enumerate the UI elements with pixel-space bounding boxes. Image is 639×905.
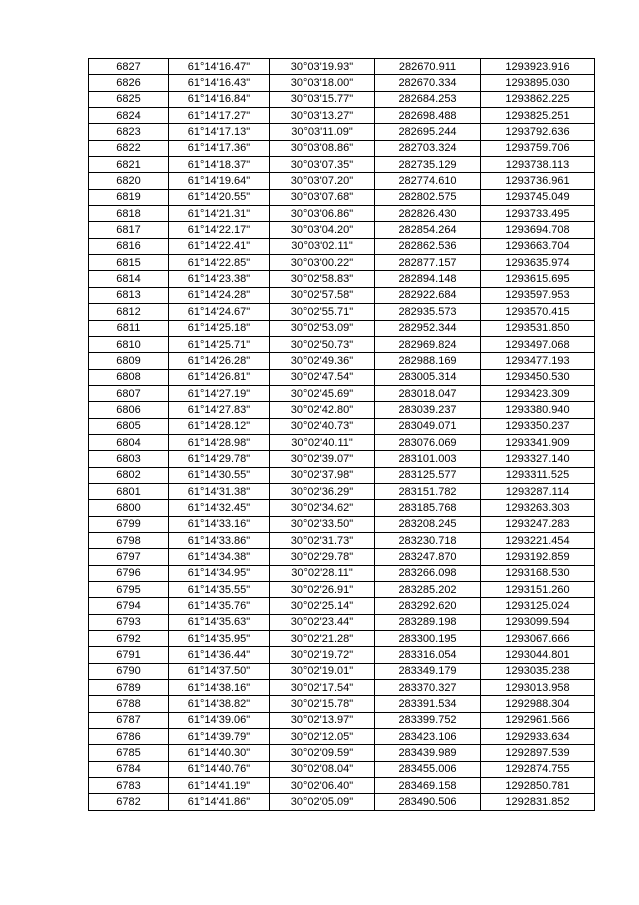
- y-coordinate-cell: 1293792.636: [481, 124, 595, 140]
- table-row: [89, 206, 595, 222]
- y-coordinate-cell: 1293192.859: [481, 549, 595, 565]
- table-row: [89, 451, 595, 467]
- latitude-cell: 61°14'37.50": [169, 663, 270, 679]
- y-coordinate-cell: 1293099.594: [481, 614, 595, 630]
- latitude-cell: 61°14'36.44": [169, 647, 270, 663]
- longitude-cell: 30°02'12.05": [270, 729, 375, 745]
- table-row: [89, 173, 595, 189]
- point-number-cell: 6806: [89, 402, 169, 418]
- y-coordinate-cell: 1293327.140: [481, 451, 595, 467]
- x-coordinate-cell: 282894.148: [375, 271, 481, 287]
- table-row: [89, 598, 595, 614]
- x-coordinate-cell: 282703.324: [375, 140, 481, 156]
- x-coordinate-cell: 283285.202: [375, 582, 481, 598]
- x-coordinate-cell: 283005.314: [375, 369, 481, 385]
- y-coordinate-cell: 1293694.708: [481, 222, 595, 238]
- point-number-cell: 6796: [89, 565, 169, 581]
- point-number-cell: 6815: [89, 255, 169, 271]
- coordinates-table-body: [89, 59, 595, 811]
- x-coordinate-cell: 283423.106: [375, 729, 481, 745]
- x-coordinate-cell: 283300.195: [375, 631, 481, 647]
- y-coordinate-cell: 1293597.953: [481, 287, 595, 303]
- longitude-cell: 30°02'21.28": [270, 631, 375, 647]
- point-number-cell: 6798: [89, 532, 169, 548]
- table-row: [89, 108, 595, 124]
- point-number-cell: 6788: [89, 696, 169, 712]
- longitude-cell: 30°03'19.93": [270, 59, 375, 75]
- latitude-cell: 61°14'17.27": [169, 108, 270, 124]
- table-row: [89, 402, 595, 418]
- latitude-cell: 61°14'40.76": [169, 761, 270, 777]
- point-number-cell: 6813: [89, 287, 169, 303]
- y-coordinate-cell: 1292988.304: [481, 696, 595, 712]
- table-row: [89, 271, 595, 287]
- y-coordinate-cell: 1293923.916: [481, 59, 595, 75]
- table-row: [89, 565, 595, 581]
- latitude-cell: 61°14'17.13": [169, 124, 270, 140]
- coordinates-table: [88, 58, 595, 811]
- point-number-cell: 6805: [89, 418, 169, 434]
- x-coordinate-cell: 282969.824: [375, 336, 481, 352]
- y-coordinate-cell: 1293663.704: [481, 238, 595, 254]
- y-coordinate-cell: 1292961.566: [481, 712, 595, 728]
- x-coordinate-cell: 282854.264: [375, 222, 481, 238]
- longitude-cell: 30°02'53.09": [270, 320, 375, 336]
- y-coordinate-cell: 1293350.237: [481, 418, 595, 434]
- longitude-cell: 30°02'55.71": [270, 304, 375, 320]
- longitude-cell: 30°02'31.73": [270, 532, 375, 548]
- point-number-cell: 6827: [89, 59, 169, 75]
- latitude-cell: 61°14'40.30": [169, 745, 270, 761]
- y-coordinate-cell: 1293035.238: [481, 663, 595, 679]
- latitude-cell: 61°14'26.81": [169, 369, 270, 385]
- latitude-cell: 61°14'21.31": [169, 206, 270, 222]
- longitude-cell: 30°02'42.80": [270, 402, 375, 418]
- table-row: [89, 712, 595, 728]
- latitude-cell: 61°14'26.28": [169, 353, 270, 369]
- longitude-cell: 30°03'13.27": [270, 108, 375, 124]
- longitude-cell: 30°03'11.09": [270, 124, 375, 140]
- x-coordinate-cell: 283289.198: [375, 614, 481, 630]
- x-coordinate-cell: 282684.253: [375, 91, 481, 107]
- x-coordinate-cell: 282695.244: [375, 124, 481, 140]
- longitude-cell: 30°02'39.07": [270, 451, 375, 467]
- x-coordinate-cell: 282802.575: [375, 189, 481, 205]
- point-number-cell: 6785: [89, 745, 169, 761]
- point-number-cell: 6819: [89, 189, 169, 205]
- table-row: [89, 222, 595, 238]
- y-coordinate-cell: 1293067.666: [481, 631, 595, 647]
- x-coordinate-cell: 283490.506: [375, 794, 481, 810]
- y-coordinate-cell: 1292850.781: [481, 778, 595, 794]
- x-coordinate-cell: 283076.069: [375, 434, 481, 450]
- point-number-cell: 6795: [89, 582, 169, 598]
- table-row: [89, 549, 595, 565]
- y-coordinate-cell: 1293733.495: [481, 206, 595, 222]
- table-row: [89, 385, 595, 401]
- x-coordinate-cell: 283455.006: [375, 761, 481, 777]
- y-coordinate-cell: 1292874.755: [481, 761, 595, 777]
- y-coordinate-cell: 1292933.634: [481, 729, 595, 745]
- latitude-cell: 61°14'28.12": [169, 418, 270, 434]
- x-coordinate-cell: 283399.752: [375, 712, 481, 728]
- longitude-cell: 30°02'49.36": [270, 353, 375, 369]
- point-number-cell: 6793: [89, 614, 169, 630]
- table-row: [89, 75, 595, 91]
- x-coordinate-cell: 283049.071: [375, 418, 481, 434]
- table-row: [89, 663, 595, 679]
- point-number-cell: 6789: [89, 680, 169, 696]
- y-coordinate-cell: 1293745.049: [481, 189, 595, 205]
- y-coordinate-cell: 1293221.454: [481, 532, 595, 548]
- table-row: [89, 483, 595, 499]
- longitude-cell: 30°02'09.59": [270, 745, 375, 761]
- latitude-cell: 61°14'39.79": [169, 729, 270, 745]
- table-row: [89, 631, 595, 647]
- longitude-cell: 30°02'19.72": [270, 647, 375, 663]
- longitude-cell: 30°03'06.86": [270, 206, 375, 222]
- y-coordinate-cell: 1293450.530: [481, 369, 595, 385]
- x-coordinate-cell: 283469.158: [375, 778, 481, 794]
- longitude-cell: 30°02'57.58": [270, 287, 375, 303]
- y-coordinate-cell: 1293168.530: [481, 565, 595, 581]
- longitude-cell: 30°02'06.40": [270, 778, 375, 794]
- latitude-cell: 61°14'27.19": [169, 385, 270, 401]
- latitude-cell: 61°14'35.95": [169, 631, 270, 647]
- point-number-cell: 6783: [89, 778, 169, 794]
- point-number-cell: 6817: [89, 222, 169, 238]
- table-row: [89, 157, 595, 173]
- y-coordinate-cell: 1293615.695: [481, 271, 595, 287]
- x-coordinate-cell: 283151.782: [375, 483, 481, 499]
- latitude-cell: 61°14'25.18": [169, 320, 270, 336]
- longitude-cell: 30°03'04.20": [270, 222, 375, 238]
- table-row: [89, 369, 595, 385]
- longitude-cell: 30°02'26.91": [270, 582, 375, 598]
- table-row: [89, 680, 595, 696]
- x-coordinate-cell: 282826.430: [375, 206, 481, 222]
- y-coordinate-cell: 1293311.525: [481, 467, 595, 483]
- point-number-cell: 6825: [89, 91, 169, 107]
- latitude-cell: 61°14'25.71": [169, 336, 270, 352]
- y-coordinate-cell: 1293477.193: [481, 353, 595, 369]
- latitude-cell: 61°14'20.55": [169, 189, 270, 205]
- longitude-cell: 30°02'29.78": [270, 549, 375, 565]
- table-row: [89, 778, 595, 794]
- point-number-cell: 6800: [89, 500, 169, 516]
- table-row: [89, 532, 595, 548]
- x-coordinate-cell: 282922.684: [375, 287, 481, 303]
- latitude-cell: 61°14'32.45": [169, 500, 270, 516]
- point-number-cell: 6799: [89, 516, 169, 532]
- y-coordinate-cell: 1293825.251: [481, 108, 595, 124]
- table-row: [89, 516, 595, 532]
- x-coordinate-cell: 282735.129: [375, 157, 481, 173]
- y-coordinate-cell: 1293341.909: [481, 434, 595, 450]
- point-number-cell: 6816: [89, 238, 169, 254]
- y-coordinate-cell: 1293151.260: [481, 582, 595, 598]
- latitude-cell: 61°14'35.55": [169, 582, 270, 598]
- point-number-cell: 6797: [89, 549, 169, 565]
- point-number-cell: 6794: [89, 598, 169, 614]
- point-number-cell: 6804: [89, 434, 169, 450]
- x-coordinate-cell: 283316.054: [375, 647, 481, 663]
- table-row: [89, 582, 595, 598]
- latitude-cell: 61°14'17.36": [169, 140, 270, 156]
- longitude-cell: 30°02'58.83": [270, 271, 375, 287]
- x-coordinate-cell: 283018.047: [375, 385, 481, 401]
- point-number-cell: 6822: [89, 140, 169, 156]
- x-coordinate-cell: 283185.768: [375, 500, 481, 516]
- longitude-cell: 30°02'25.14": [270, 598, 375, 614]
- longitude-cell: 30°02'50.73": [270, 336, 375, 352]
- point-number-cell: 6787: [89, 712, 169, 728]
- longitude-cell: 30°02'37.98": [270, 467, 375, 483]
- y-coordinate-cell: 1293380.940: [481, 402, 595, 418]
- latitude-cell: 61°14'34.38": [169, 549, 270, 565]
- x-coordinate-cell: 283266.098: [375, 565, 481, 581]
- x-coordinate-cell: 282988.169: [375, 353, 481, 369]
- latitude-cell: 61°14'28.98": [169, 434, 270, 450]
- point-number-cell: 6810: [89, 336, 169, 352]
- longitude-cell: 30°03'08.86": [270, 140, 375, 156]
- x-coordinate-cell: 283208.245: [375, 516, 481, 532]
- longitude-cell: 30°02'28.11": [270, 565, 375, 581]
- point-number-cell: 6792: [89, 631, 169, 647]
- y-coordinate-cell: 1293895.030: [481, 75, 595, 91]
- table-row: [89, 304, 595, 320]
- latitude-cell: 61°14'31.38": [169, 483, 270, 499]
- point-number-cell: 6791: [89, 647, 169, 663]
- y-coordinate-cell: 1293531.850: [481, 320, 595, 336]
- latitude-cell: 61°14'33.16": [169, 516, 270, 532]
- point-number-cell: 6823: [89, 124, 169, 140]
- x-coordinate-cell: 282935.573: [375, 304, 481, 320]
- point-number-cell: 6809: [89, 353, 169, 369]
- longitude-cell: 30°02'23.44": [270, 614, 375, 630]
- x-coordinate-cell: 283039.237: [375, 402, 481, 418]
- latitude-cell: 61°14'33.86": [169, 532, 270, 548]
- table-row: [89, 124, 595, 140]
- table-row: [89, 696, 595, 712]
- y-coordinate-cell: 1293013.958: [481, 680, 595, 696]
- x-coordinate-cell: 283247.870: [375, 549, 481, 565]
- latitude-cell: 61°14'16.84": [169, 91, 270, 107]
- y-coordinate-cell: 1293759.706: [481, 140, 595, 156]
- latitude-cell: 61°14'22.17": [169, 222, 270, 238]
- point-number-cell: 6824: [89, 108, 169, 124]
- latitude-cell: 61°14'19.64": [169, 173, 270, 189]
- longitude-cell: 30°03'07.68": [270, 189, 375, 205]
- x-coordinate-cell: 282670.911: [375, 59, 481, 75]
- table-row: [89, 794, 595, 810]
- point-number-cell: 6790: [89, 663, 169, 679]
- x-coordinate-cell: 283349.179: [375, 663, 481, 679]
- latitude-cell: 61°14'30.55": [169, 467, 270, 483]
- y-coordinate-cell: 1293125.024: [481, 598, 595, 614]
- y-coordinate-cell: 1293247.283: [481, 516, 595, 532]
- point-number-cell: 6784: [89, 761, 169, 777]
- table-row: [89, 238, 595, 254]
- latitude-cell: 61°14'23.38": [169, 271, 270, 287]
- longitude-cell: 30°02'08.04": [270, 761, 375, 777]
- latitude-cell: 61°14'24.28": [169, 287, 270, 303]
- y-coordinate-cell: 1293635.974: [481, 255, 595, 271]
- longitude-cell: 30°03'02.11": [270, 238, 375, 254]
- point-number-cell: 6802: [89, 467, 169, 483]
- point-number-cell: 6826: [89, 75, 169, 91]
- x-coordinate-cell: 283439.989: [375, 745, 481, 761]
- table-row: [89, 287, 595, 303]
- longitude-cell: 30°03'15.77": [270, 91, 375, 107]
- x-coordinate-cell: 283125.577: [375, 467, 481, 483]
- y-coordinate-cell: 1293287.114: [481, 483, 595, 499]
- longitude-cell: 30°02'34.62": [270, 500, 375, 516]
- point-number-cell: 6812: [89, 304, 169, 320]
- y-coordinate-cell: 1292831.852: [481, 794, 595, 810]
- table-row: [89, 353, 595, 369]
- y-coordinate-cell: 1293738.113: [481, 157, 595, 173]
- longitude-cell: 30°02'13.97": [270, 712, 375, 728]
- y-coordinate-cell: 1293263.303: [481, 500, 595, 516]
- point-number-cell: 6782: [89, 794, 169, 810]
- point-number-cell: 6808: [89, 369, 169, 385]
- latitude-cell: 61°14'24.67": [169, 304, 270, 320]
- x-coordinate-cell: 283292.620: [375, 598, 481, 614]
- table-row: [89, 761, 595, 777]
- y-coordinate-cell: 1292897.539: [481, 745, 595, 761]
- longitude-cell: 30°02'40.73": [270, 418, 375, 434]
- point-number-cell: 6821: [89, 157, 169, 173]
- longitude-cell: 30°02'40.11": [270, 434, 375, 450]
- longitude-cell: 30°03'07.20": [270, 173, 375, 189]
- latitude-cell: 61°14'41.19": [169, 778, 270, 794]
- latitude-cell: 61°14'38.82": [169, 696, 270, 712]
- longitude-cell: 30°02'47.54": [270, 369, 375, 385]
- x-coordinate-cell: 282862.536: [375, 238, 481, 254]
- longitude-cell: 30°03'07.35": [270, 157, 375, 173]
- longitude-cell: 30°03'18.00": [270, 75, 375, 91]
- table-row: [89, 729, 595, 745]
- point-number-cell: 6814: [89, 271, 169, 287]
- y-coordinate-cell: 1293497.068: [481, 336, 595, 352]
- table-row: [89, 59, 595, 75]
- longitude-cell: 30°02'19.01": [270, 663, 375, 679]
- longitude-cell: 30°02'15.78": [270, 696, 375, 712]
- latitude-cell: 61°14'35.76": [169, 598, 270, 614]
- y-coordinate-cell: 1293570.415: [481, 304, 595, 320]
- x-coordinate-cell: 282670.334: [375, 75, 481, 91]
- y-coordinate-cell: 1293736.961: [481, 173, 595, 189]
- latitude-cell: 61°14'38.16": [169, 680, 270, 696]
- point-number-cell: 6807: [89, 385, 169, 401]
- longitude-cell: 30°02'17.54": [270, 680, 375, 696]
- table-row: [89, 614, 595, 630]
- table-row: [89, 434, 595, 450]
- longitude-cell: 30°02'33.50": [270, 516, 375, 532]
- latitude-cell: 61°14'35.63": [169, 614, 270, 630]
- point-number-cell: 6811: [89, 320, 169, 336]
- latitude-cell: 61°14'27.83": [169, 402, 270, 418]
- table-row: [89, 189, 595, 205]
- longitude-cell: 30°02'05.09": [270, 794, 375, 810]
- table-row: [89, 91, 595, 107]
- latitude-cell: 61°14'22.85": [169, 255, 270, 271]
- y-coordinate-cell: 1293044.801: [481, 647, 595, 663]
- x-coordinate-cell: 282952.344: [375, 320, 481, 336]
- table-row: [89, 255, 595, 271]
- x-coordinate-cell: 283391.534: [375, 696, 481, 712]
- table-row: [89, 647, 595, 663]
- table-row: [89, 336, 595, 352]
- point-number-cell: 6820: [89, 173, 169, 189]
- latitude-cell: 61°14'16.43": [169, 75, 270, 91]
- longitude-cell: 30°02'36.29": [270, 483, 375, 499]
- point-number-cell: 6818: [89, 206, 169, 222]
- x-coordinate-cell: 283370.327: [375, 680, 481, 696]
- latitude-cell: 61°14'18.37": [169, 157, 270, 173]
- latitude-cell: 61°14'41.86": [169, 794, 270, 810]
- table-row: [89, 320, 595, 336]
- x-coordinate-cell: 283230.718: [375, 532, 481, 548]
- table-row: [89, 418, 595, 434]
- x-coordinate-cell: 282877.157: [375, 255, 481, 271]
- table-row: [89, 140, 595, 156]
- y-coordinate-cell: 1293423.309: [481, 385, 595, 401]
- latitude-cell: 61°14'34.95": [169, 565, 270, 581]
- y-coordinate-cell: 1293862.225: [481, 91, 595, 107]
- latitude-cell: 61°14'22.41": [169, 238, 270, 254]
- point-number-cell: 6801: [89, 483, 169, 499]
- table-row: [89, 745, 595, 761]
- point-number-cell: 6786: [89, 729, 169, 745]
- x-coordinate-cell: 282774.610: [375, 173, 481, 189]
- latitude-cell: 61°14'29.78": [169, 451, 270, 467]
- x-coordinate-cell: 282698.488: [375, 108, 481, 124]
- latitude-cell: 61°14'16.47": [169, 59, 270, 75]
- table-row: [89, 467, 595, 483]
- longitude-cell: 30°03'00.22": [270, 255, 375, 271]
- longitude-cell: 30°02'45.69": [270, 385, 375, 401]
- point-number-cell: 6803: [89, 451, 169, 467]
- table-row: [89, 500, 595, 516]
- latitude-cell: 61°14'39.06": [169, 712, 270, 728]
- x-coordinate-cell: 283101.003: [375, 451, 481, 467]
